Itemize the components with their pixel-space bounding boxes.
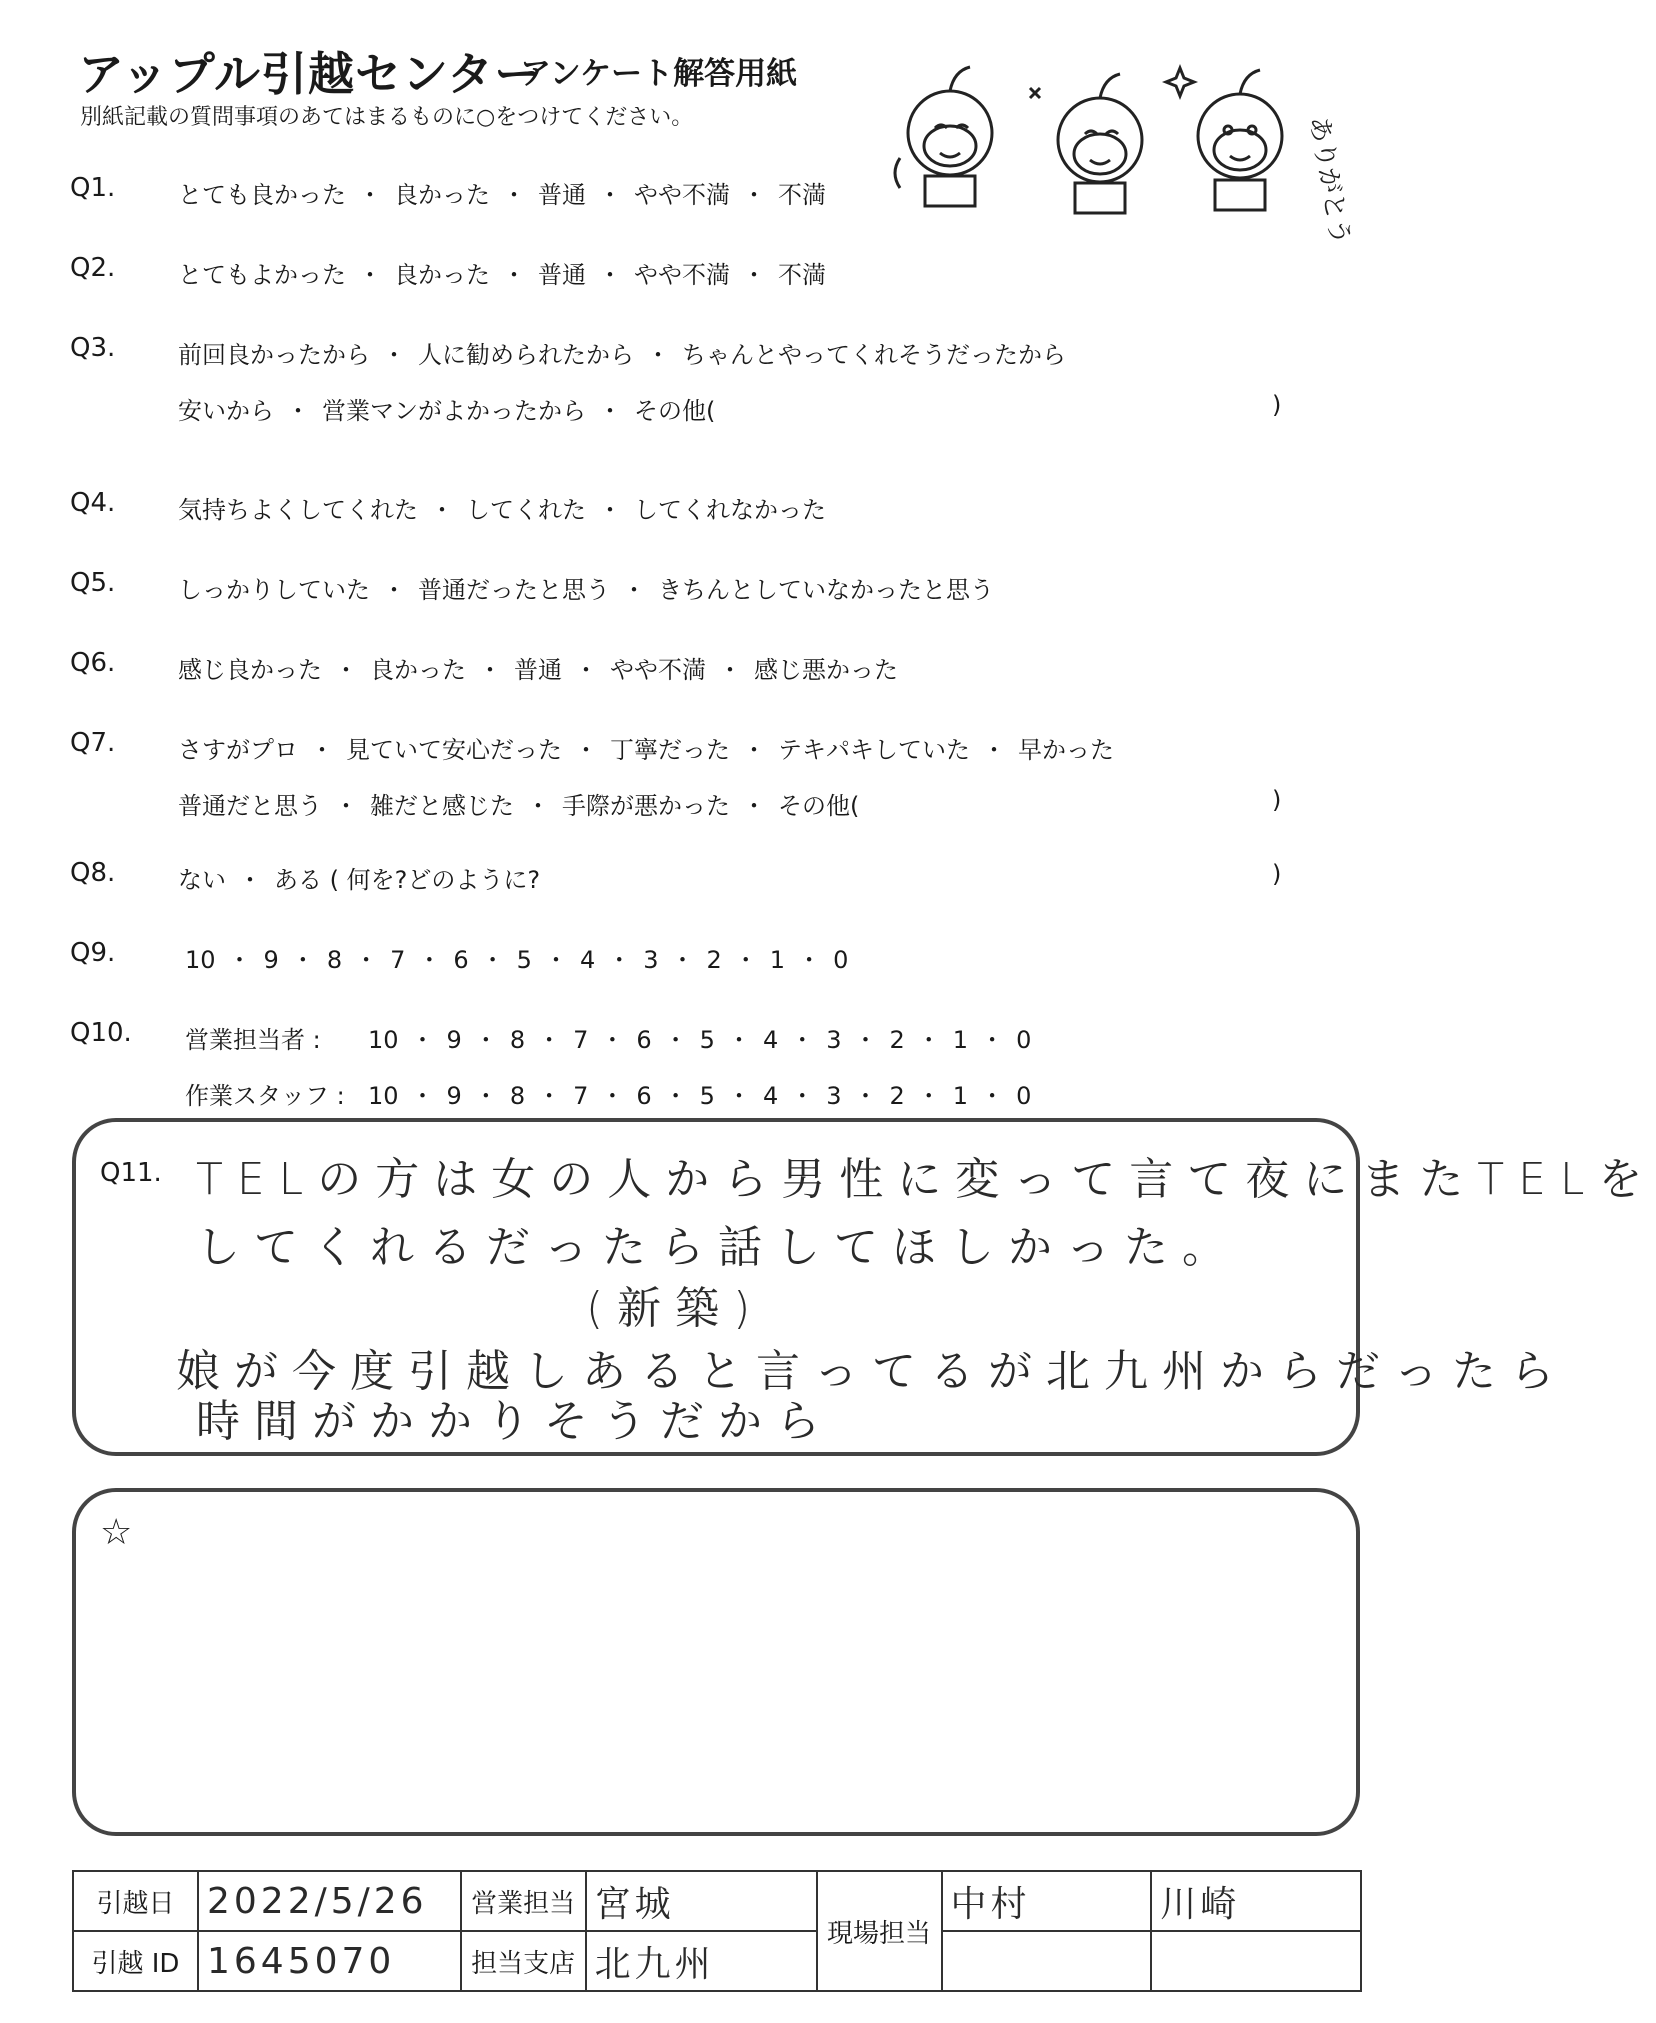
site-staff-label: 現場担当 xyxy=(817,1871,942,1991)
q4-label: Q4. xyxy=(70,488,116,518)
mascot-right-icon xyxy=(1166,68,1282,210)
q10-row1-scale-option-7[interactable]: 4 xyxy=(762,1026,779,1054)
q8-close-paren: ) xyxy=(1272,860,1282,888)
q2-option-4[interactable]: やや不満 xyxy=(634,261,730,289)
q5-options: しっかりしていた ・ 普通だったと思う ・ きちんとしていなかったと思う xyxy=(178,576,994,604)
star-icon: ☆ xyxy=(100,1512,133,1553)
q3-line2-options: 安いから ・ 営業マンがよかったから ・ その他( xyxy=(178,397,716,425)
q4-options: 気持ちよくしてくれた ・ してくれた ・ してくれなかった xyxy=(178,496,826,524)
q10-row2-scale-option-7[interactable]: 4 xyxy=(762,1082,779,1110)
q5-option-3[interactable]: きちんとしていなかったと思う xyxy=(658,576,994,604)
q10-row2-scale-option-9[interactable]: 2 xyxy=(889,1082,905,1110)
q10-row2-label: 作業スタッフ : xyxy=(185,1082,345,1110)
q11-line-4: 娘が今度引越しあると言ってるが北九州からだったら xyxy=(176,1346,1568,1397)
mascot-center-icon xyxy=(1030,74,1142,213)
footer-table xyxy=(72,1870,1362,1992)
q3-line2-option-2[interactable]: 営業マンがよかったから xyxy=(322,397,586,425)
q10-row2-scale-option-1[interactable]: 10 xyxy=(368,1082,399,1110)
q10-row2-scale-options: 10 ・ 9 ・ 8 ・ 7 ・ 6 ・ 5 ・ 4 ・ 3 ・ 2 ・ 1 ・ 0 xyxy=(368,1082,1032,1110)
q1-label: Q1. xyxy=(70,173,116,203)
q9-scale-option-8[interactable]: 3 xyxy=(643,946,659,974)
q5-option-1[interactable]: しっかりしていた xyxy=(178,576,370,604)
mascot-caption: ありがとう xyxy=(1304,113,1357,248)
q10-row1-scale-option-1[interactable]: 10 xyxy=(368,1026,399,1054)
q10-row1-label: 営業担当者 : xyxy=(185,1026,321,1054)
q10-row2-scale-option-8[interactable]: 3 xyxy=(826,1082,842,1110)
q7-line1-option-3[interactable]: 丁寧だった xyxy=(610,736,730,764)
mascot-left-icon xyxy=(895,67,992,206)
q3-line1-option-3[interactable]: ちゃんとやってくれそうだったから xyxy=(682,341,1066,369)
q7-line2-option-2[interactable]: 雑だと感じた xyxy=(370,792,514,820)
q8-option-1[interactable]: ない xyxy=(178,866,226,894)
q10-row2-scale-option-4[interactable]: 7 xyxy=(573,1082,589,1110)
branch-label: 担当支店 xyxy=(461,1931,586,1991)
q8-label: Q8. xyxy=(70,858,116,888)
q1-option-1[interactable]: とても良かった xyxy=(178,181,346,209)
q5-option-2[interactable]: 普通だったと思う xyxy=(418,576,610,604)
q9-scale-option-1[interactable]: 10 xyxy=(185,946,216,974)
q1-option-4[interactable]: やや不満 xyxy=(634,181,730,209)
site-staff-2: 川崎 xyxy=(1160,1883,1241,1925)
q4-option-2[interactable]: してくれた xyxy=(466,496,586,524)
q10-row2-scale-option-11[interactable]: 0 xyxy=(1016,1082,1032,1110)
q10-row1-scale-option-5[interactable]: 6 xyxy=(636,1026,652,1054)
q2-label: Q2. xyxy=(70,253,116,283)
q2-option-1[interactable]: とてもよかった xyxy=(178,261,346,289)
q9-scale-option-6[interactable]: 5 xyxy=(516,946,532,974)
q10-row1-scale-option-4[interactable]: 7 xyxy=(573,1026,589,1054)
q7-line2-option-4[interactable]: その他( xyxy=(778,792,860,820)
q6-options: 感じ良かった ・ 良かった ・ 普通 ・ やや不満 ・ 感じ悪かった xyxy=(178,656,898,684)
q10-row2-scale-option-10[interactable]: 1 xyxy=(952,1082,969,1110)
q9-scale-options: 10 ・ 9 ・ 8 ・ 7 ・ 6 ・ 5 ・ 4 ・ 3 ・ 2 ・ 1 ・ 0 xyxy=(185,946,849,974)
q10-row2-scale-option-5[interactable]: 6 xyxy=(636,1082,652,1110)
q3-line1-option-1[interactable]: 前回良かったから xyxy=(178,341,370,369)
q10-row1-scale-option-10[interactable]: 1 xyxy=(952,1026,969,1054)
q10-label: Q10. xyxy=(70,1018,132,1048)
q3-line1-option-2[interactable]: 人に勧められたから xyxy=(418,341,634,369)
q3-label: Q3. xyxy=(70,333,116,363)
q11-line-5: 時間がかかりそうだから xyxy=(196,1396,834,1447)
q7-line2-option-1[interactable]: 普通だと思う xyxy=(178,792,322,820)
q2-option-5[interactable]: 不満 xyxy=(778,261,826,289)
branch-value: 北九州 xyxy=(594,1943,715,1985)
q9-scale-option-4[interactable]: 7 xyxy=(390,946,406,974)
sales-value: 宮城 xyxy=(594,1883,675,1925)
q6-option-2[interactable]: 良かった xyxy=(370,656,466,684)
free-comment-box xyxy=(72,1488,1360,1836)
q8-option-2[interactable]: ある ( 何を?どのように? xyxy=(274,866,541,894)
q2-options: とてもよかった ・ 良かった ・ 普通 ・ やや不満 ・ 不満 xyxy=(178,261,826,289)
q11-label: Q11. xyxy=(100,1158,162,1188)
move-date-value: 2022/5/26 xyxy=(206,1880,428,1922)
q8-options: ない ・ ある ( 何を?どのように? xyxy=(178,866,541,894)
q7-line1-option-2[interactable]: 見ていて安心だった xyxy=(346,736,562,764)
sales-label: 営業担当 xyxy=(461,1871,586,1931)
form-title: アップル引越センター xyxy=(78,47,542,101)
move-date-label: 引越日 xyxy=(73,1871,198,1931)
q10-row1-scale-option-6[interactable]: 5 xyxy=(699,1026,715,1054)
q6-option-5[interactable]: 感じ悪かった xyxy=(754,656,898,684)
q4-option-1[interactable]: 気持ちよくしてくれた xyxy=(178,496,418,524)
q3-line1-options: 前回良かったから ・ 人に勧められたから ・ ちゃんとやってくれそうだったから xyxy=(178,341,1066,369)
q10-row1-scale-option-11[interactable]: 0 xyxy=(1016,1026,1032,1054)
q7-line1-option-1[interactable]: さすがプロ xyxy=(178,736,298,764)
q9-scale-option-11[interactable]: 0 xyxy=(833,946,849,974)
q10-row1-scale-option-2[interactable]: 9 xyxy=(446,1026,462,1054)
q9-scale-option-10[interactable]: 1 xyxy=(769,946,786,974)
q10-row1-scale-options: 10 ・ 9 ・ 8 ・ 7 ・ 6 ・ 5 ・ 4 ・ 3 ・ 2 ・ 1 ・ 0 xyxy=(368,1026,1032,1054)
q10-row1-scale-option-9[interactable]: 2 xyxy=(889,1026,905,1054)
q9-scale-option-3[interactable]: 8 xyxy=(326,946,343,974)
q6-option-1[interactable]: 感じ良かった xyxy=(178,656,322,684)
q4-option-3[interactable]: してくれなかった xyxy=(634,496,826,524)
q9-scale-option-9[interactable]: 2 xyxy=(706,946,722,974)
q7-line1-option-4[interactable]: テキパキしていた xyxy=(778,736,970,764)
q9-label: Q9. xyxy=(70,938,116,968)
move-id-value: 1645070 xyxy=(206,1940,396,1982)
q11-line-3: (新築) xyxy=(586,1283,765,1334)
q9-scale-option-2[interactable]: 9 xyxy=(263,946,279,974)
q6-label: Q6. xyxy=(70,648,116,678)
q10-row2-scale-option-3[interactable]: 8 xyxy=(509,1082,526,1110)
q10-row1-scale-option-8[interactable]: 3 xyxy=(826,1026,842,1054)
q2-option-3[interactable]: 普通 xyxy=(538,261,586,289)
q11-comment-box xyxy=(72,1118,1656,1456)
q7-label: Q7. xyxy=(70,728,116,758)
q7-line1-option-5[interactable]: 早かった xyxy=(1018,736,1114,764)
q7-line2-close-paren: ) xyxy=(1272,786,1282,814)
move-id-label: 引越 ID xyxy=(73,1931,198,1991)
q9-scale-option-7[interactable]: 4 xyxy=(579,946,596,974)
instruction-text: 別紙記載の質問事項のあてはまるものに○をつけてください。 xyxy=(80,105,694,130)
q10-row1-scale-option-3[interactable]: 8 xyxy=(509,1026,526,1054)
q3-line2-close-paren: ) xyxy=(1272,391,1282,419)
q2-option-2[interactable]: 良かった xyxy=(394,261,490,289)
q7-line2-option-3[interactable]: 手際が悪かった xyxy=(562,792,730,820)
q1-option-3[interactable]: 普通 xyxy=(538,181,586,209)
q10-row2-scale-option-6[interactable]: 5 xyxy=(699,1082,715,1110)
q5-label: Q5. xyxy=(70,568,116,598)
q3-line2-option-3[interactable]: その他( xyxy=(634,397,716,425)
site-staff-1: 中村 xyxy=(950,1883,1031,1925)
mascot-illustration xyxy=(880,48,1357,248)
q1-options: とても良かった ・ 良かった ・ 普通 ・ やや不満 ・ 不満 xyxy=(178,181,826,209)
q7-line2-options: 普通だと思う ・ 雑だと感じた ・ 手際が悪かった ・ その他( xyxy=(178,792,860,820)
q1-option-2[interactable]: 良かった xyxy=(394,181,490,209)
q3-line2-option-1[interactable]: 安いから xyxy=(178,397,274,425)
q7-line1-options: さすがプロ ・ 見ていて安心だった ・ 丁寧だった ・ テキパキしていた ・ 早かった xyxy=(178,736,1114,764)
q11-line-2: してくれるだったら話してほしかった。 xyxy=(196,1222,1240,1273)
q1-option-5[interactable]: 不満 xyxy=(778,181,826,209)
form-subtitle: アンケート解答用紙 xyxy=(520,56,798,92)
q6-option-4[interactable]: やや不満 xyxy=(610,656,706,684)
q6-option-3[interactable]: 普通 xyxy=(514,656,562,684)
q9-scale-option-5[interactable]: 6 xyxy=(453,946,469,974)
q10-row2-scale-option-2[interactable]: 9 xyxy=(446,1082,462,1110)
q11-line-1: TELの方は女の人から男性に変って言て夜にまたTELを xyxy=(196,1154,1656,1205)
